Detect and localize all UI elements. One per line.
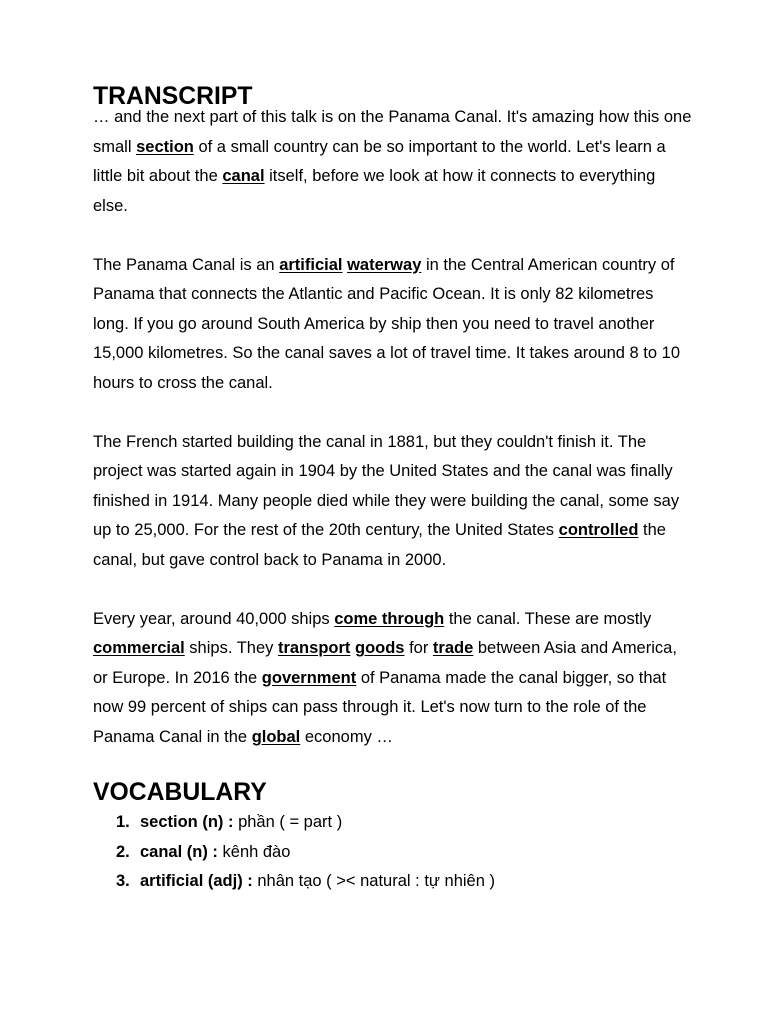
transcript-text: of Panama made the canal bigger, so that now 99 percent of ships can pass through it. Let's now turn to the role of the Panama Canal in the bbox=[93, 668, 667, 746]
transcript-paragraph bbox=[93, 251, 693, 399]
vocabulary-keyword: goods bbox=[354, 639, 405, 657]
transcript-text: the canal. These are mostly bbox=[444, 609, 652, 628]
vocabulary-keyword: controlled bbox=[558, 521, 639, 539]
vocabulary-number: 1. bbox=[116, 813, 130, 831]
vocabulary-keyword: trade bbox=[432, 639, 474, 657]
transcript-text: for bbox=[404, 639, 433, 657]
vocabulary-section bbox=[93, 779, 693, 897]
transcript-text: in the Central American country of Panama that connects the Atlantic and Pacific Ocean. It is only 82 kilometres long. If you go around South America by ship then you need to travel another 15,000 kilometres. So the canal saves a lot of travel time. It takes around 8 to 10 hours to cross the canal. bbox=[93, 255, 680, 392]
vocabulary-meaning: nhân tạo ( >< natural : tự nhiên ) bbox=[252, 872, 495, 890]
vocabulary-term: artificial (adj) : bbox=[140, 872, 253, 890]
vocabulary-item bbox=[93, 838, 693, 868]
vocabulary-keyword: artificial bbox=[279, 255, 343, 274]
transcript-text: Every year, around 40,000 ships bbox=[93, 609, 335, 628]
transcript-section bbox=[93, 83, 693, 752]
document-content bbox=[93, 83, 693, 897]
vocabulary-keyword: transport bbox=[277, 639, 351, 657]
vocabulary-item bbox=[93, 808, 693, 838]
vocabulary-keyword: section bbox=[136, 137, 194, 156]
transcript-text: The Panama Canal is an bbox=[93, 255, 280, 274]
vocabulary-keyword: commercial bbox=[93, 639, 185, 657]
vocabulary-keyword: canal bbox=[222, 167, 265, 185]
vocabulary-keyword: come through bbox=[334, 609, 445, 628]
transcript-body bbox=[93, 103, 693, 752]
vocabulary-number: 3. bbox=[116, 872, 130, 890]
vocabulary-item bbox=[93, 867, 693, 897]
transcript-text: the canal, but gave control back to Panama in 2000. bbox=[93, 521, 666, 569]
vocabulary-heading: VOCABULARY bbox=[93, 779, 267, 806]
transcript-paragraph bbox=[93, 428, 693, 576]
transcript-paragraph bbox=[93, 605, 693, 753]
vocabulary-term: section (n) : bbox=[140, 813, 234, 831]
transcript-text: of a small country can be so important to the world. Let's learn a little bit about the bbox=[93, 137, 666, 185]
transcript-text: between Asia and America, or Europe. In 2016 the bbox=[93, 639, 677, 687]
vocabulary-meaning: kênh đào bbox=[217, 842, 291, 861]
vocabulary-number: 2. bbox=[116, 842, 130, 861]
vocabulary-keyword: global bbox=[251, 727, 301, 746]
transcript-heading: TRANSCRIPT bbox=[93, 83, 253, 110]
vocabulary-keyword: waterway bbox=[347, 255, 422, 274]
transcript-text: ships. They bbox=[184, 639, 278, 657]
vocabulary-meaning: phần ( = part ) bbox=[233, 813, 343, 831]
vocabulary-term: canal (n) : bbox=[140, 842, 218, 861]
transcript-text: economy … bbox=[300, 727, 393, 746]
transcript-paragraph bbox=[93, 103, 693, 221]
transcript-text: The French started building the canal in 1881, but they couldn't finish it. The project was started again in 1904 by the United States and the canal was finally finished in 1914. Many people died while they were building the canal, some say up to 25,000. For the rest of the 20th century, the United States bbox=[93, 432, 680, 539]
transcript-text: itself, before we look at how it connects to everything else. bbox=[93, 167, 656, 215]
vocabulary-list bbox=[93, 808, 693, 897]
vocabulary-keyword: government bbox=[261, 668, 357, 687]
transcript-text: … and the next part of this talk is on the Panama Canal. It's amazing how this one small bbox=[93, 108, 692, 156]
